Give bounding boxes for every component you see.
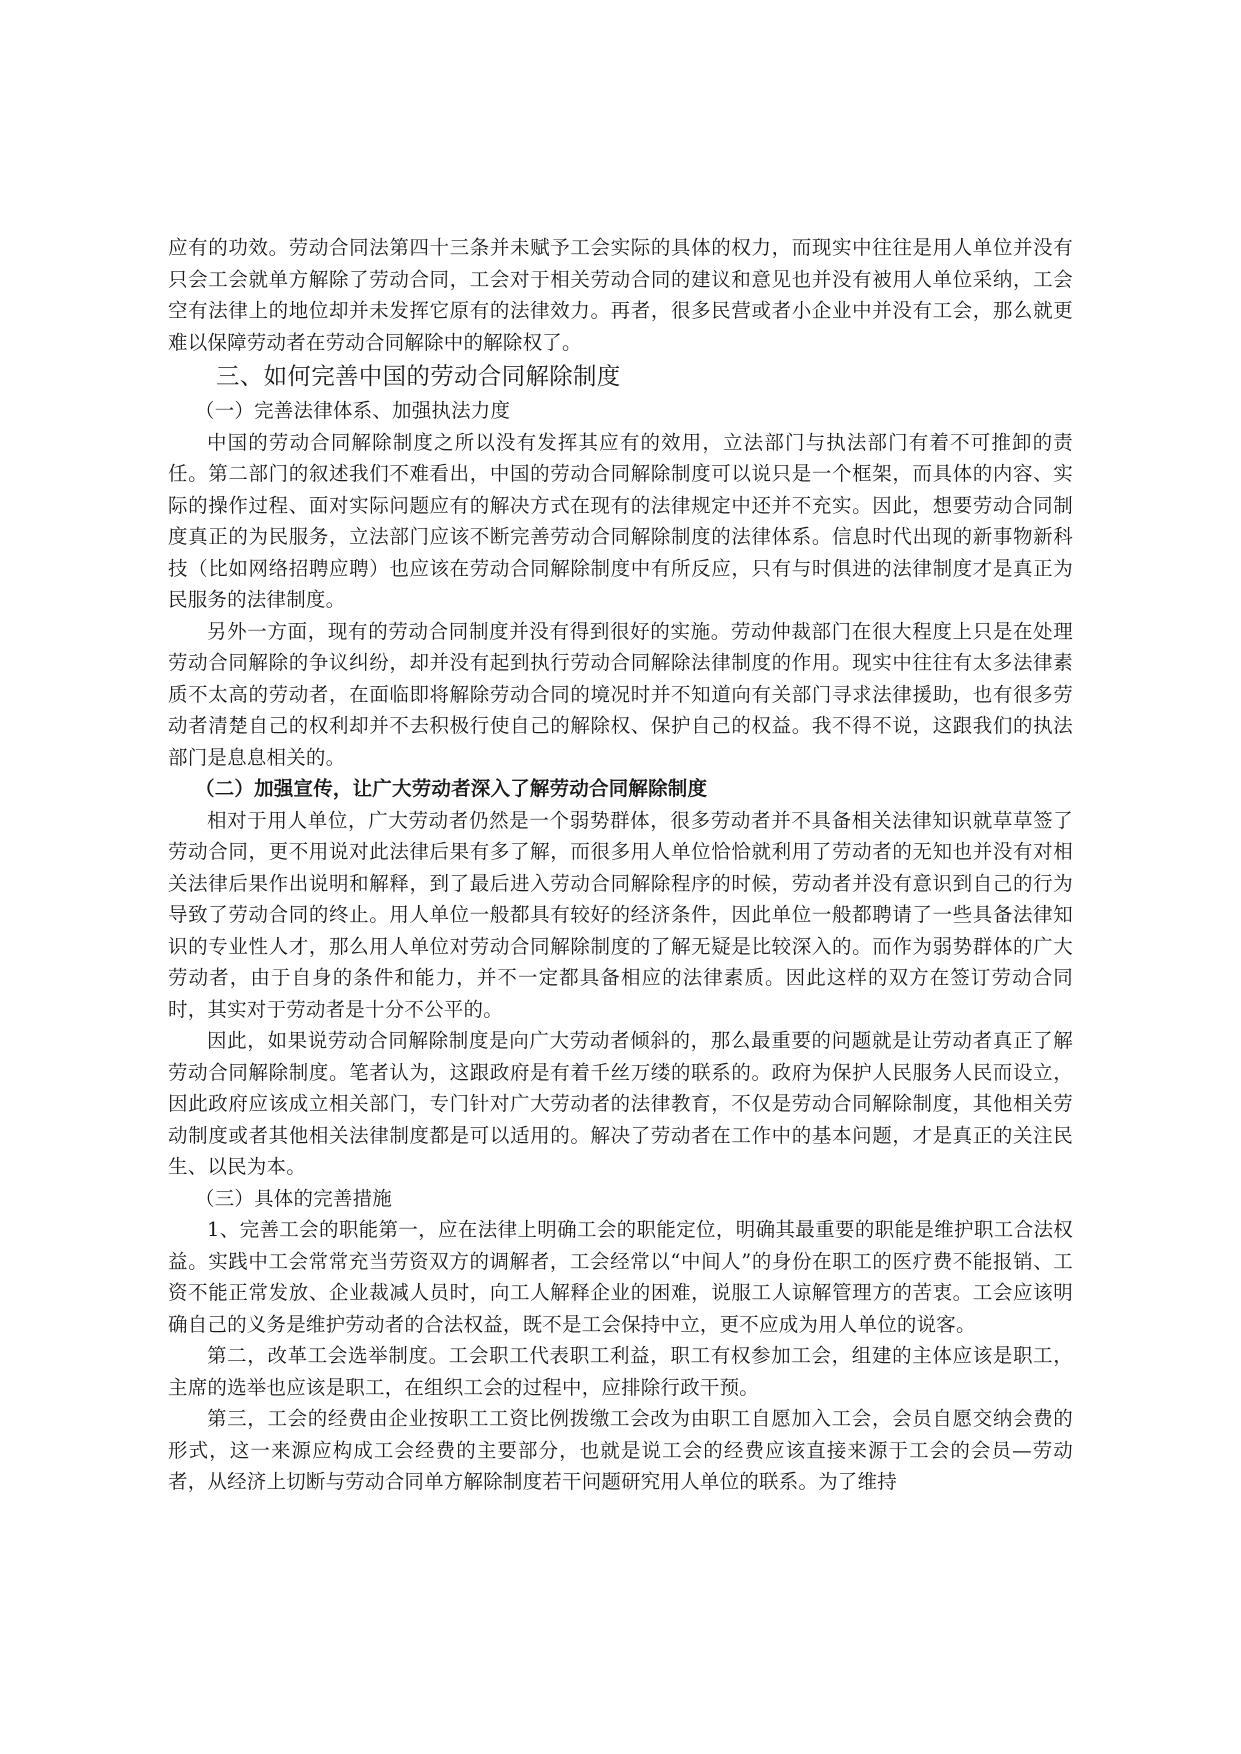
paragraph: 第二，改革工会选举制度。工会职工代表职工利益，职工有权参加工会，组建的主体应该是职工，主席的选举也应该是职工，在组织工会的过程中，应排除行政干预。 (168, 1344, 1073, 1399)
paragraph-continuation: 应有的功效。劳动合同法第四十三条并未赋予工会实际的具体的权力，而现实中往往是用人单位并没有只会工会就单方解除了劳动合同，工会对于相关劳动合同的建议和意见也并没有被用人单位采纳，工会空有法律上的地位却并未发挥它原有的法律效力。再者，很多民营或者小企业中并没有工会，那么就更难以保障劳动者在劳动合同解除中的解除权了。 (168, 236, 1073, 354)
paragraph: 另外一方面，现有的劳动合同制度并没有得到很好的实施。劳动仲裁部门在很大程度上只是在处理劳动合同解除的争议纠纷，却并没有起到执行劳动合同解除法律制度的作用。现实中往往有太多法律素质不太高的劳动者，在面临即将解除劳动合同的境况时并不知道向有关部门寻求法律援助，也有很多劳动者清楚自己的权利却并不去积极行使自己的解除权、保护自己的权益。我不得不说，这跟我们的执法部门是息息相关的。 (168, 619, 1073, 769)
paragraph: 中国的劳动合同解除制度之所以没有发挥其应有的效用，立法部门与执法部门有着不可推卸的责任。第二部门的叙述我们不难看出，中国的劳动合同解除制度可以说只是一个框架，而具体的内容、实际的操作过程、面对实际问题应有的解决方式在现有的法律规定中还并不充实。因此，想要劳动合同制度真正的为民服务，立法部门应该不断完善劳动合同解除制度的法律体系。信息时代出现的新事物新科技（比如网络招聘应聘）也应该在劳动合同解除制度中有所反应，只有与时俱进的法律制度才是真正为民服务的法律制度。 (168, 430, 1073, 611)
paragraph: 因此，如果说劳动合同解除制度是向广大劳动者倾斜的，那么最重要的问题就是让劳动者真正了解劳动合同解除制度。笔者认为，这跟政府是有着千丝万缕的联系的。政府为保护人民服务人民而设立，因此政府应该成立相关部门，专门针对广大劳动者的法律教育，不仅是劳动合同解除制度，其他相关劳动制度或者其他相关法律制度都是可以适用的。解决了劳动者在工作中的基本问题，才是真正的关注民生、以民为本。 (168, 1029, 1073, 1178)
paragraph: 第三，工会的经费由企业按职工工资比例拨缴工会改为由职工自愿加入工会，会员自愿交纳会费的形式，这一来源应构成工会经费的主要部分，也就是说工会的经费应该直接来源于工会的会员—劳动者，从经济上切断与劳动合同单方解除制度若干问题研究用人单位的联系。为了维持 (168, 1407, 1073, 1493)
subsection-heading-2: （二）加强宣传，让广大劳动者深入了解劳动合同解除制度 (195, 777, 708, 800)
document-body (168, 232, 1073, 1498)
section-heading-3: 三、如何完善中国的劳动合同解除制度 (216, 362, 621, 390)
subsection-heading-3: （三）具体的完善措施 (195, 1186, 393, 1210)
subsection-heading-1: （一）完善法律体系、加强执法力度 (195, 399, 511, 422)
paragraph: 相对于用人单位，广大劳动者仍然是一个弱势群体，很多劳动者并不具备相关法律知识就草草签了劳动合同，更不用说对此法律后果有多了解，而很多用人单位恰恰就利用了劳动者的无知也并没有对相关法律后果作出说明和解释，到了最后进入劳动合同解除程序的时候，劳动者并没有意识到自己的行为导致了劳动合同的终止。用人单位一般都具有较好的经济条件，因此单位一般都聘请了一些具备法律知识的专业性人才，那么用人单位对劳动合同解除制度的了解无疑是比较深入的。而作为弱势群体的广大劳动者，由于自身的条件和能力，并不一定都具备相应的法律素质。因此这样的双方在签订劳动合同时，其实对于劳动者是十分不公平的。 (168, 808, 1073, 1021)
paragraph: 1、完善工会的职能第一，应在法律上明确工会的职能定位，明确其最重要的职能是维护职工合法权益。实践中工会常常充当劳资双方的调解者，工会经常以“中间人”的身份在职工的医疗费不能报销、工资不能正常发放、企业裁减人员时，向工人解释企业的困难，说服工人谅解管理方的苦衷。工会应该明确自己的义务是维护劳动者的合法权益，既不是工会保持中立，更不应成为用人单位的说客。 (168, 1218, 1073, 1336)
